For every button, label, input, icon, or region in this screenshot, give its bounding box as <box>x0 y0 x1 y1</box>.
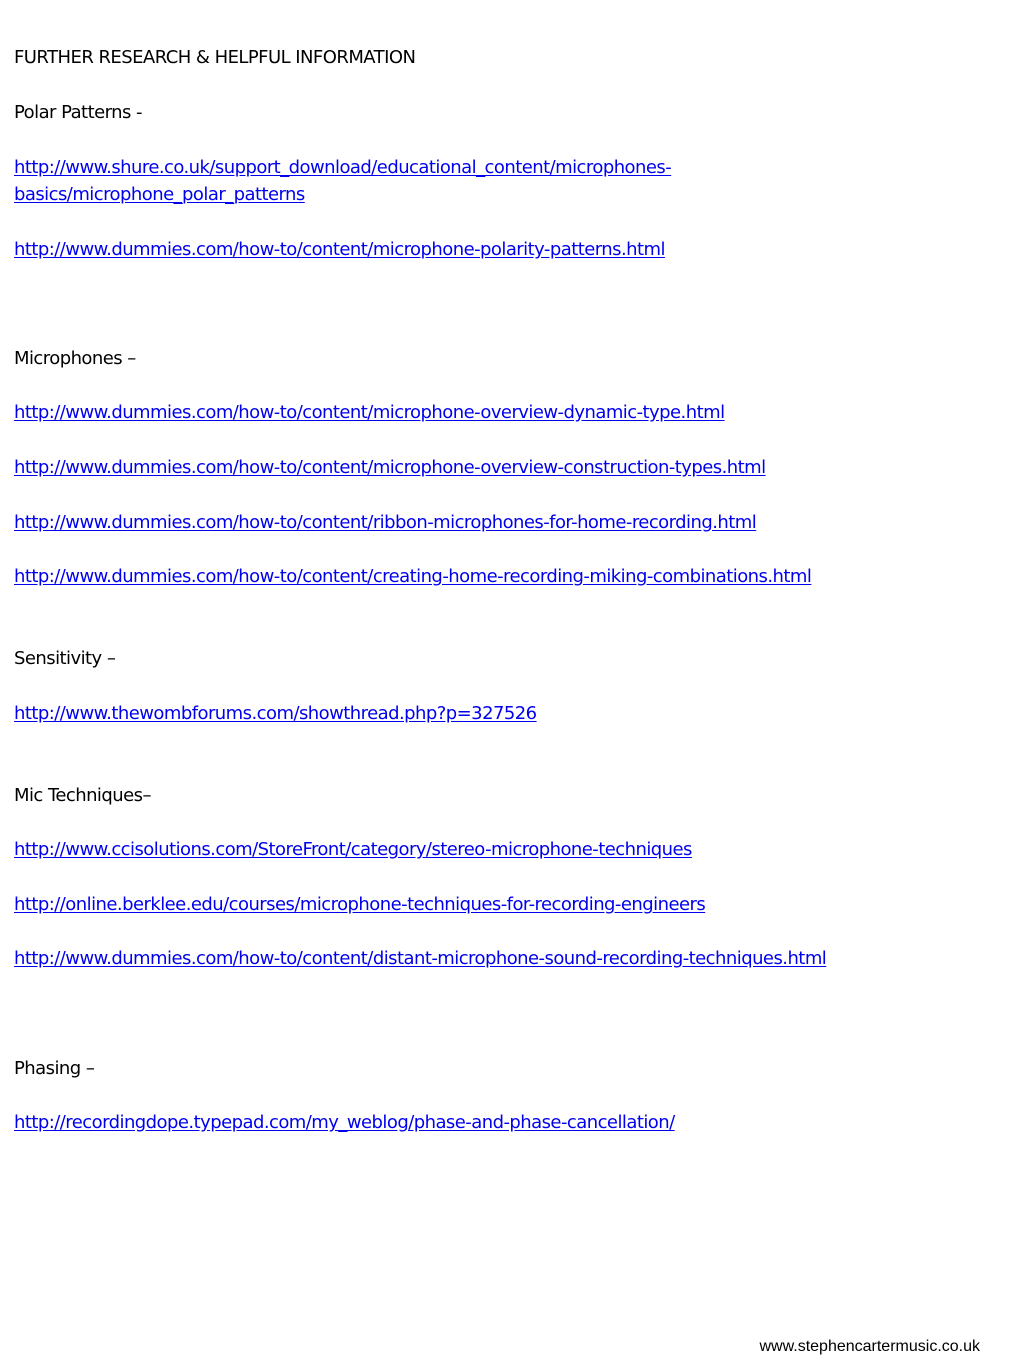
link-berklee-microphone-techniques[interactable]: http://online.berklee.edu/courses/microphone-techniques-for-recording-engineers <box>14 894 706 915</box>
link-dummies-polarity-patterns[interactable]: http://www.dummies.com/how-to/content/microphone-polarity-patterns.html <box>14 239 665 260</box>
link-dummies-construction-types[interactable]: http://www.dummies.com/how-to/content/microphone-overview-construction-types.html <box>14 457 766 478</box>
link-recordingdope-phase-cancellation[interactable]: http://recordingdope.typepad.com/my_weblog/phase-and-phase-cancellation/ <box>14 1112 675 1133</box>
link-ccisolutions-stereo-techniques[interactable]: http://www.ccisolutions.com/StoreFront/category/stereo-microphone-techniques <box>14 839 692 860</box>
section-heading-mic-techniques: Mic Techniques– <box>14 785 151 806</box>
link-dummies-dynamic-type[interactable]: http://www.dummies.com/how-to/content/microphone-overview-dynamic-type.html <box>14 402 725 423</box>
section-heading-polar-patterns: Polar Patterns - <box>14 102 142 123</box>
link-dummies-ribbon-microphones[interactable]: http://www.dummies.com/how-to/content/ribbon-microphones-for-home-recording.html <box>14 512 757 533</box>
footer-website: www.stephencartermusic.co.uk <box>759 1338 980 1355</box>
section-heading-sensitivity: Sensitivity – <box>14 648 116 669</box>
section-heading-phasing: Phasing – <box>14 1058 95 1079</box>
link-shure-polar-patterns[interactable]: http://www.shure.co.uk/support_download/educational_content/microphones- <box>14 157 672 178</box>
link-dummies-distant-microphone[interactable]: http://www.dummies.com/how-to/content/distant-microphone-sound-recording-techniques.html <box>14 948 827 969</box>
page-title: FURTHER RESEARCH & HELPFUL INFORMATION <box>14 47 416 68</box>
link-shure-polar-patterns-continued[interactable]: basics/microphone_polar_patterns <box>14 184 305 205</box>
link-thewombforums-thread[interactable]: http://www.thewombforums.com/showthread.php?p=327526 <box>14 703 537 724</box>
section-heading-microphones: Microphones – <box>14 348 136 369</box>
link-dummies-miking-combinations[interactable]: http://www.dummies.com/how-to/content/creating-home-recording-miking-combinations.html <box>14 566 812 587</box>
